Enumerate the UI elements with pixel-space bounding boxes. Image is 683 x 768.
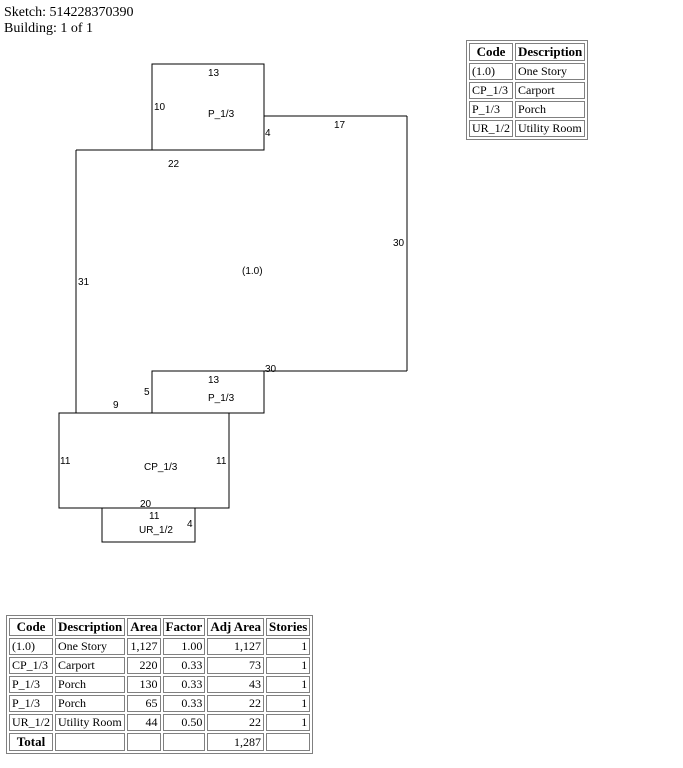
porch-top-height-label: 10 — [154, 102, 166, 113]
code-cell: CP_1/3 — [9, 657, 53, 674]
stories-cell: 1 — [266, 714, 310, 731]
factor-cell: 0.33 — [163, 657, 206, 674]
main-left-label: 31 — [78, 277, 90, 288]
summary-stories-header: Stories — [266, 618, 310, 636]
area-cell: 65 — [127, 695, 160, 712]
description-cell: Porch — [55, 676, 125, 693]
utility-code-label: UR_1/2 — [139, 525, 173, 536]
factor-cell: 0.50 — [163, 714, 206, 731]
adj-area-cell: 73 — [207, 657, 264, 674]
porch-top-width-label: 13 — [208, 68, 220, 79]
main-top-left-label: 22 — [168, 159, 180, 170]
porch-top-code-label: P_1/3 — [208, 109, 235, 120]
area-cell: 44 — [127, 714, 160, 731]
legend-description-cell: One Story — [515, 63, 585, 80]
code-cell: UR_1/2 — [9, 714, 53, 731]
main-top-right-label: 17 — [334, 120, 346, 131]
table-row — [9, 676, 310, 693]
carport-code-label: CP_1/3 — [144, 462, 178, 473]
carport-bottom-label: 20 — [140, 499, 152, 510]
legend-code-cell: UR_1/2 — [469, 120, 513, 137]
description-cell: Porch — [55, 695, 125, 712]
summary-code-header: Code — [9, 618, 53, 636]
legend-description-cell: Porch — [515, 101, 585, 118]
empty-cell — [266, 733, 310, 751]
summary-adj-area-header: Adj Area — [207, 618, 264, 636]
code-cell: P_1/3 — [9, 676, 53, 693]
table-row — [9, 638, 310, 655]
building-count-label: Building: 1 of 1 — [4, 21, 94, 36]
empty-cell — [55, 733, 125, 751]
porch-top-side-label: 4 — [265, 128, 271, 139]
area-cell: 220 — [127, 657, 160, 674]
legend-row — [469, 63, 585, 80]
legend-description-cell: Utility Room — [515, 120, 585, 137]
code-cell: P_1/3 — [9, 695, 53, 712]
legend-code-cell: (1.0) — [469, 63, 513, 80]
adj-area-cell: 43 — [207, 676, 264, 693]
utility-height-label: 4 — [187, 519, 193, 530]
table-row — [9, 657, 310, 674]
legend-description-header: Description — [515, 43, 585, 61]
porch-bottom-height-label: 5 — [144, 387, 150, 398]
empty-cell — [163, 733, 206, 751]
porch-bottom-code-label: P_1/3 — [208, 393, 235, 404]
legend-code-header: Code — [469, 43, 513, 61]
code-cell: (1.0) — [9, 638, 53, 655]
empty-cell — [127, 733, 160, 751]
description-cell: Carport — [55, 657, 125, 674]
carport-right-label: 11 — [216, 456, 227, 467]
legend-row — [469, 120, 585, 137]
total-row — [9, 733, 310, 751]
legend-header-row — [469, 43, 585, 61]
main-bottom-right-label: 30 — [265, 364, 277, 375]
main-area-code-label: (1.0) — [242, 266, 263, 277]
table-row — [9, 714, 310, 731]
summary-factor-header: Factor — [163, 618, 206, 636]
factor-cell: 0.33 — [163, 676, 206, 693]
legend-row — [469, 82, 585, 99]
summary-description-header: Description — [55, 618, 125, 636]
legend-row — [469, 101, 585, 118]
adj-area-cell: 22 — [207, 695, 264, 712]
stories-cell: 1 — [266, 695, 310, 712]
stories-cell: 1 — [266, 676, 310, 693]
table-row — [9, 695, 310, 712]
legend-code-cell: CP_1/3 — [469, 82, 513, 99]
stories-cell: 1 — [266, 638, 310, 655]
legend-description-cell: Carport — [515, 82, 585, 99]
main-right-label: 30 — [393, 238, 405, 249]
adj-area-cell: 22 — [207, 714, 264, 731]
total-adj-area-cell: 1,287 — [207, 733, 264, 751]
area-summary-table — [6, 615, 313, 754]
sketch-id-label: Sketch: 514228370390 — [4, 5, 134, 20]
porch-bottom-width-label: 13 — [208, 375, 220, 386]
area-cell: 130 — [127, 676, 160, 693]
carport-top-label: 9 — [113, 400, 119, 411]
total-label: Total — [9, 733, 53, 751]
carport-outline — [59, 413, 229, 508]
factor-cell: 1.00 — [163, 638, 206, 655]
description-cell: One Story — [55, 638, 125, 655]
carport-left-label: 11 — [60, 456, 71, 467]
adj-area-cell: 1,127 — [207, 638, 264, 655]
code-legend-table — [466, 40, 588, 140]
summary-header-row — [9, 618, 310, 636]
legend-code-cell: P_1/3 — [469, 101, 513, 118]
stories-cell: 1 — [266, 657, 310, 674]
factor-cell: 0.33 — [163, 695, 206, 712]
summary-area-header: Area — [127, 618, 160, 636]
area-cell: 1,127 — [127, 638, 160, 655]
utility-width-label: 11 — [149, 511, 160, 522]
description-cell: Utility Room — [55, 714, 125, 731]
